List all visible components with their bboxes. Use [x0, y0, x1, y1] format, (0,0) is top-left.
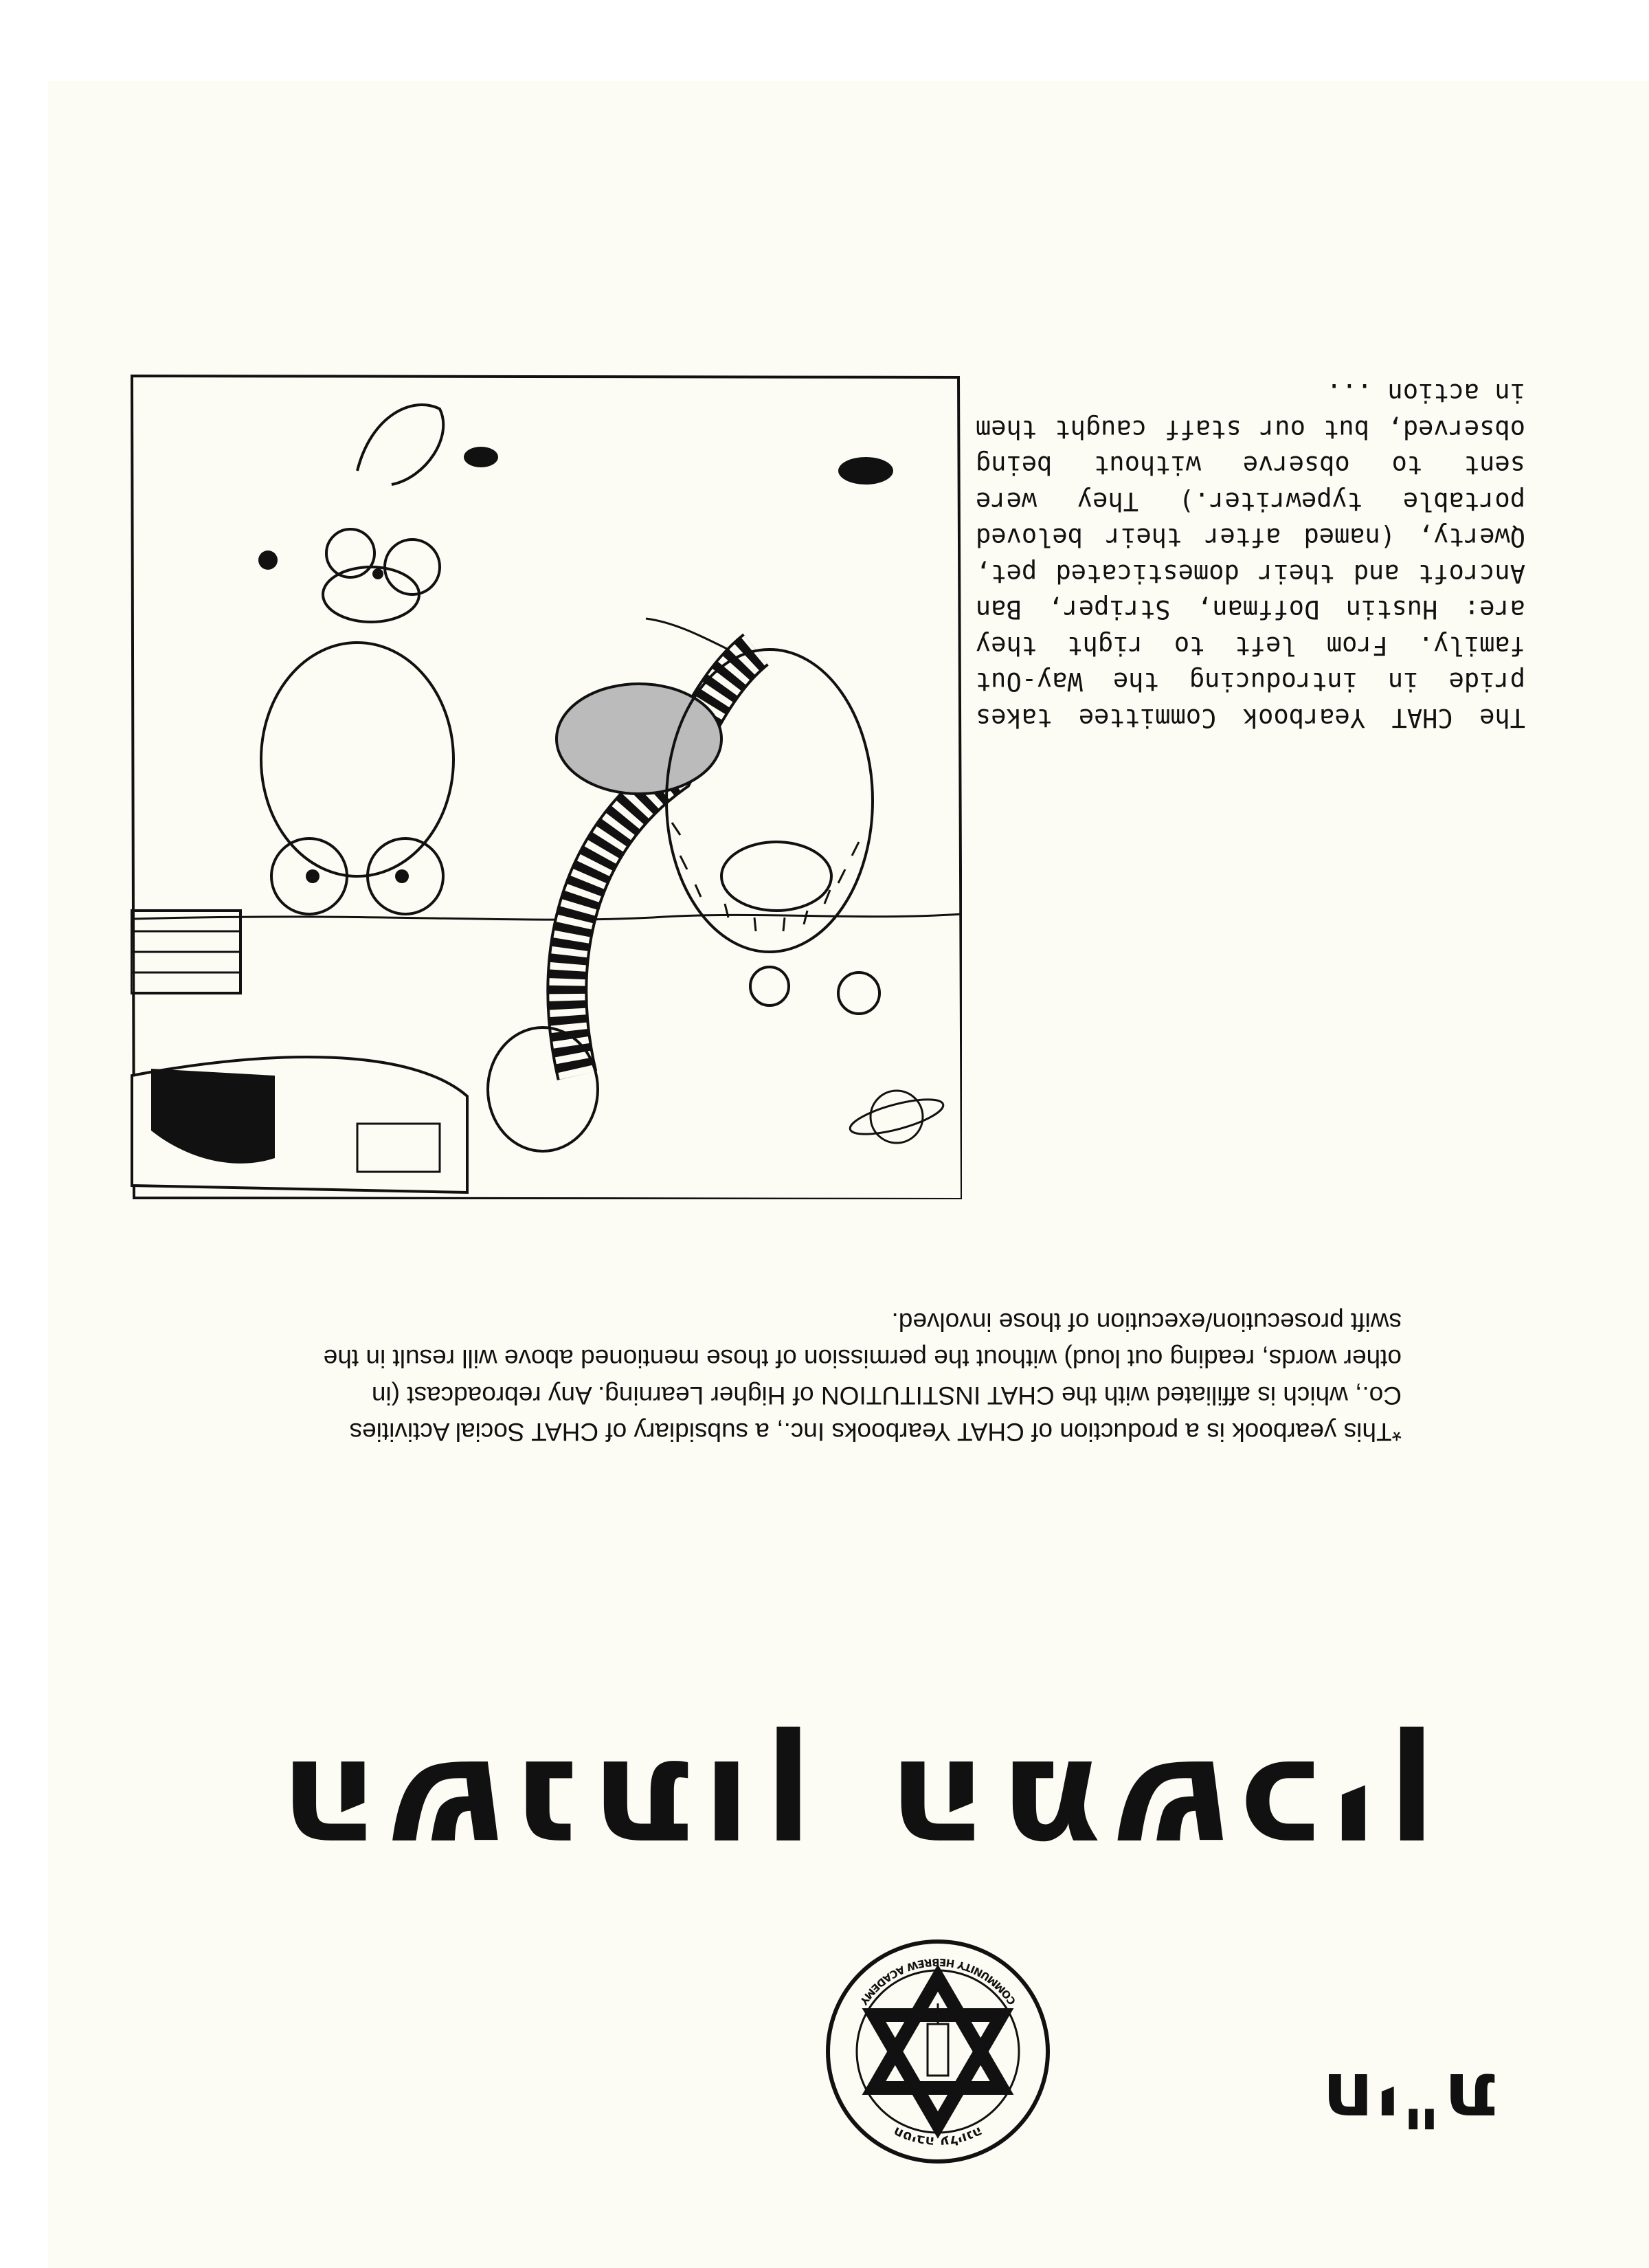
seal-text-english: COMMUNITY HEBREW ACADEMY	[857, 1955, 1019, 2008]
disclaimer-paragraph: *This yearbook is a production of CHAT Yearbooks Inc., a subsidiary of CHAT Social Activities Co., which is affiliated with the CHAT INSTITUTION of Higher Learning. Any rebroadcast (in other words, reading out loud) without the permission of those mentioned above will result in the swift prosecution/execution of those involved.	[323, 1308, 1402, 1446]
creature-striper	[488, 619, 756, 1151]
school-seal-logo	[824, 1938, 1051, 2165]
seal-text-hebrew: חטיבה עליונה	[890, 2123, 986, 2151]
section-title: חי"ת	[1319, 2056, 1496, 2144]
spaceship-illustration	[131, 911, 467, 1199]
yearbook-title: השנתון המשכין	[267, 1727, 1437, 1895]
cartoon-caption: The CHAT Yearbook Committee takes pride in introducing the Way-Out family. From left to right they are: Hustin Doffman, Striper, Ban Ancroft and their domesticated pet, Qwerty, (named after their beloved portable typewriter.) They were sent to observe without being observed, but our staff caught them in action ...	[976, 378, 1525, 733]
planet-icon	[847, 1091, 947, 1143]
way-out-family-cartoon	[131, 375, 962, 1199]
pet-qwerty	[464, 447, 893, 485]
creature-hustin	[258, 405, 453, 914]
